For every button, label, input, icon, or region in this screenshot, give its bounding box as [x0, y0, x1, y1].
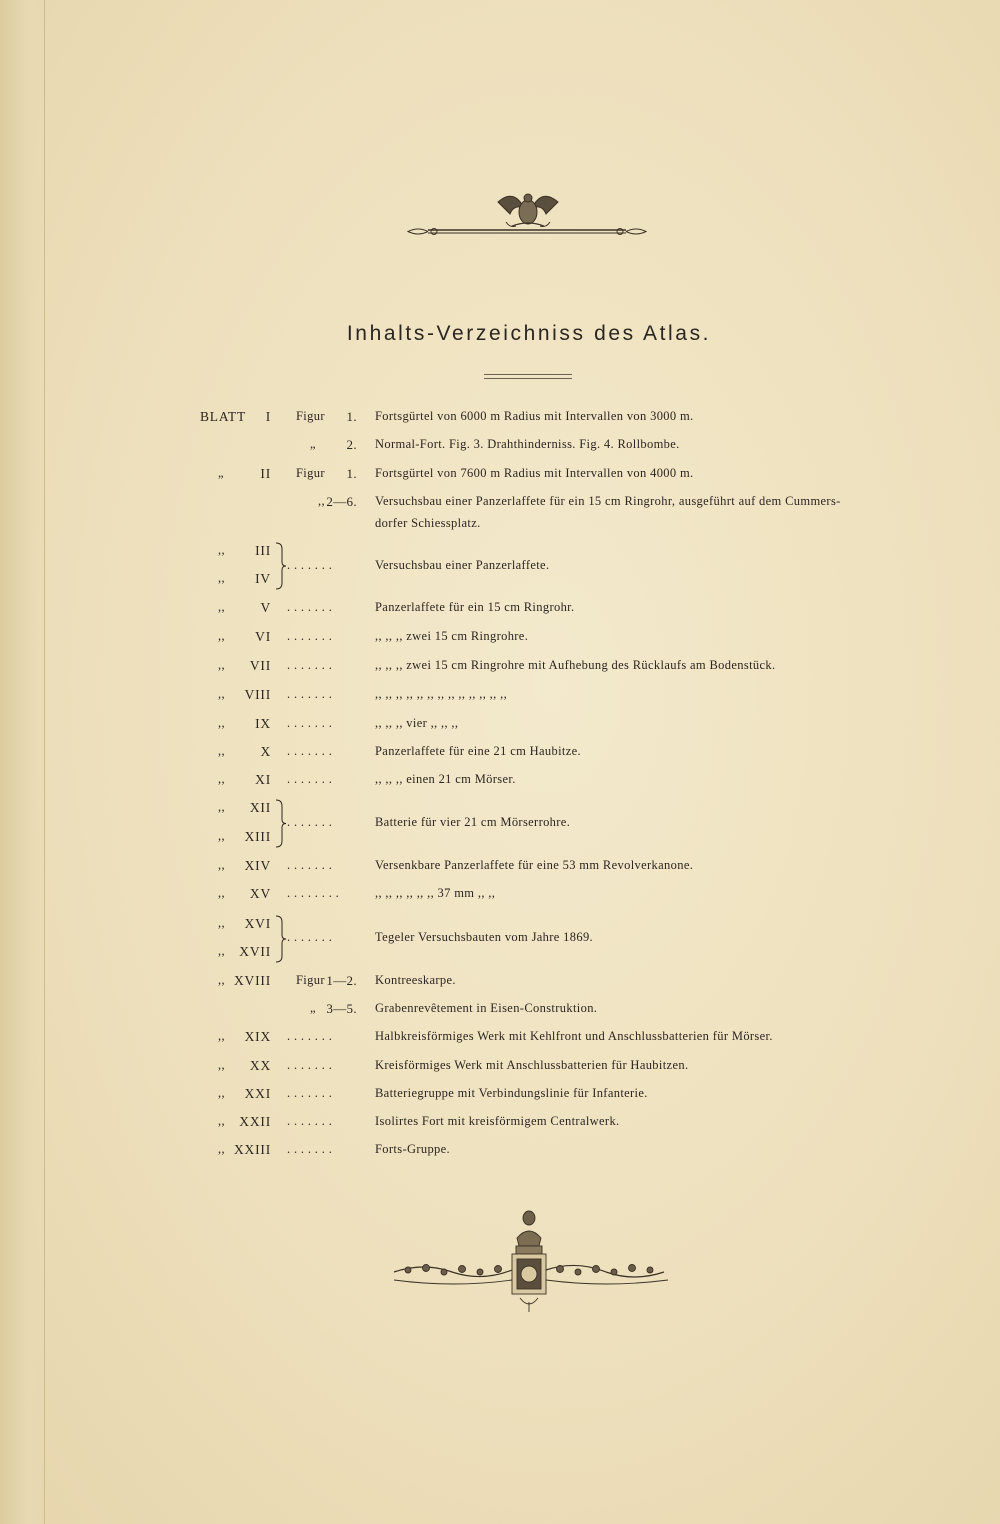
entry-text: Panzerlaffete für ein 15 cm Ringrohr. [375, 600, 575, 614]
figur-label: Figur [296, 973, 325, 987]
figure-number: 1—2. [326, 973, 357, 988]
entry-text: Versuchsbau einer Panzerlaffete. [375, 558, 550, 572]
plate-number: III [255, 543, 271, 558]
group-brace [274, 798, 288, 849]
plate-number: XII [249, 800, 271, 815]
plate-number: XV [249, 886, 271, 901]
plate-number: XX [249, 1058, 271, 1073]
leader-dots: . . . . . . . [287, 930, 333, 944]
ditto-mark: ,, [218, 800, 225, 814]
ditto-mark: ,, [218, 829, 225, 843]
entry-text: Batteriegruppe mit Verbindungslinie für Infanterie. [375, 1086, 648, 1100]
ditto-mark: ,, [218, 1058, 225, 1072]
entry-text: ,, ,, ,, ,, ,, ,, 37 mm ,, ,, [375, 886, 496, 900]
page-gutter [0, 0, 46, 1524]
entry-text: ,, ,, ,, ,, ,, ,, ,, ,, ,, ,, ,, ,, ,, [375, 687, 508, 701]
leader-dots: . . . . . . . [287, 687, 333, 701]
plate-number: V [260, 600, 271, 615]
ditto-mark: ,, [218, 1086, 225, 1100]
plate-number: XIII [244, 829, 271, 844]
entry-text: ,, ,, ,, zwei 15 cm Ringrohre mit Aufhebung des Rücklaufs am Bodenstück. [375, 658, 776, 672]
ditto-mark: ,, [218, 658, 225, 672]
leader-dots: . . . . . . . [287, 744, 333, 758]
figure-number: 2—6. [326, 494, 357, 509]
plate-number: IX [255, 716, 271, 731]
eagle-ornament [400, 182, 656, 242]
plate-number: I [265, 409, 271, 424]
entry-text: ,, ,, ,, zwei 15 cm Ringrohre. [375, 629, 529, 643]
plate-number: XXIII [234, 1142, 271, 1157]
entry-text: Isolirtes Fort mit kreisförmigem Centralwerk. [375, 1114, 620, 1128]
entry-text: Versenkbare Panzerlaffete für eine 53 mm Revolverkanone. [375, 858, 694, 872]
figure-number: 1. [346, 409, 357, 424]
entry-text: ,, ,, ,, einen 21 cm Mörser. [375, 772, 516, 786]
plate-number: VI [255, 629, 271, 644]
plate-number: X [260, 744, 271, 759]
figur-label: Figur [296, 466, 325, 480]
ditto-mark: „ [310, 437, 316, 451]
entry-text-continued: dorfer Schiessplatz. [375, 516, 481, 530]
leader-dots: . . . . . . . [287, 629, 333, 643]
ditto-mark: „ [218, 466, 224, 480]
ditto-mark: ,, [218, 716, 225, 730]
ditto-mark: ,, [218, 543, 225, 557]
leader-dots: . . . . . . . [287, 716, 333, 730]
group-brace [274, 914, 288, 964]
ditto-mark: ,, [218, 973, 225, 987]
plate-number: VIII [244, 687, 271, 702]
ditto-mark: ,, [218, 772, 225, 786]
entry-text: Fortsgürtel von 6000 m Radius mit Intervallen von 3000 m. [375, 409, 694, 423]
leader-dots: . . . . . . . [287, 1058, 333, 1072]
plate-number: XXII [239, 1114, 271, 1129]
ditto-mark: ,, [218, 886, 225, 900]
figure-number: 1. [346, 466, 357, 481]
ditto-mark: ,, [218, 944, 225, 958]
blatt-label: BLATT [200, 409, 246, 424]
entry-text: Panzerlaffete für eine 21 cm Haubitze. [375, 744, 582, 758]
leader-dots: . . . . . . . [287, 1029, 333, 1043]
leader-dots: . . . . . . . [287, 815, 333, 829]
entry-text: Tegeler Versuchsbauten vom Jahre 1869. [375, 930, 594, 944]
ditto-mark: ,, [218, 687, 225, 701]
figure-number: 3—5. [326, 1001, 357, 1016]
plate-number: IV [255, 571, 271, 586]
ditto-mark: ,, [218, 1142, 225, 1156]
plate-number: XIV [244, 858, 271, 873]
plate-number: XVI [244, 916, 271, 931]
entry-text: Kreisförmiges Werk mit Anschlussbatterien für Haubitzen. [375, 1058, 689, 1072]
entry-text: Grabenrevêtement in Eisen-Construktion. [375, 1001, 598, 1015]
entry-text: Forts-Gruppe. [375, 1142, 451, 1156]
ditto-mark: ,, [218, 571, 225, 585]
ditto-mark: ,, [218, 1029, 225, 1043]
plate-number: XIX [244, 1029, 271, 1044]
leader-dots: . . . . . . . [287, 600, 333, 614]
leader-dots: . . . . . . . [287, 1114, 333, 1128]
plate-number: II [260, 466, 271, 481]
plate-number: XI [255, 772, 271, 787]
plate-number: XXI [244, 1086, 271, 1101]
plate-number: XVIII [234, 973, 271, 988]
entry-text: Halbkreisförmiges Werk mit Kehlfront und Anschlussbatterien für Mörser. [375, 1029, 773, 1043]
ditto-mark: ,, [218, 858, 225, 872]
entry-text: ,, ,, ,, vier ,, ,, ,, [375, 716, 459, 730]
leader-dots: . . . . . . . [287, 658, 333, 672]
ditto-mark: ,, [218, 1114, 225, 1128]
entry-text: Batterie für vier 21 cm Mörserrohre. [375, 815, 571, 829]
ditto-mark: „ [310, 1001, 316, 1015]
entry-text: Normal-Fort. Fig. 3. Drahthinderniss. Fig. 4. Rollbombe. [375, 437, 680, 451]
entry-text: Fortsgürtel von 7600 m Radius mit Intervallen von 4000 m. [375, 466, 694, 480]
title-underline [484, 374, 572, 379]
gutter-edge [44, 0, 45, 1524]
ditto-mark: ,, [218, 629, 225, 643]
ditto-mark: ,, [218, 744, 225, 758]
leader-dots: . . . . . . . [287, 772, 333, 786]
bust-ornament [388, 1206, 674, 1316]
leader-dots: . . . . . . . [287, 558, 333, 572]
plate-number: VII [249, 658, 271, 673]
leader-dots: . . . . . . . [287, 1142, 333, 1156]
leader-dots: . . . . . . . [287, 1086, 333, 1100]
leader-dots: . . . . . . . [287, 858, 333, 872]
leader-dots: . . . . . . . . [287, 886, 340, 900]
ditto-mark: ,, [218, 916, 225, 930]
entry-text: Versuchsbau einer Panzerlaffete für ein 15 cm Ringrohr, ausgeführt auf dem Cummers- [375, 494, 841, 508]
plate-number: XVII [239, 944, 271, 959]
figure-number: 2. [346, 437, 357, 452]
figur-label: Figur [296, 409, 325, 423]
page-title: Inhalts-Verzeichniss des Atlas. [346, 322, 712, 345]
group-brace [274, 541, 288, 591]
ditto-mark: ,, [218, 600, 225, 614]
ditto-mark: ,, [318, 494, 325, 508]
entry-text: Kontreeskarpe. [375, 973, 456, 987]
